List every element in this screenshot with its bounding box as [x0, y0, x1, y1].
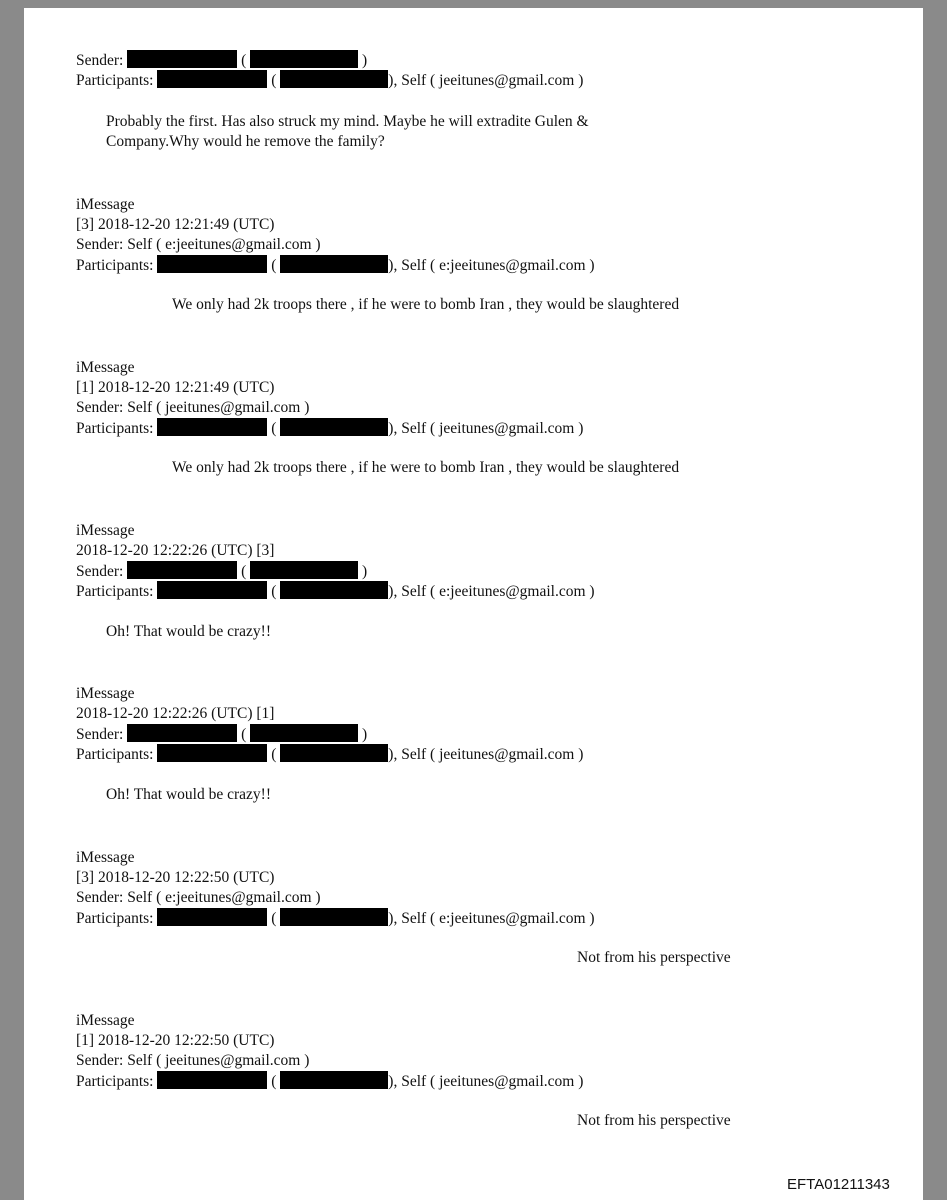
message-body: We only had 2k troops there , if he were to bomb Iran , they would be slaughtered	[172, 296, 680, 313]
participants-line: Participants: ( ), Self ( jeeitunes@gmail.com )	[76, 1073, 584, 1090]
redaction-bar	[280, 418, 388, 436]
redaction-bar	[127, 50, 237, 68]
message-type: iMessage	[76, 685, 135, 702]
message-timestamp: [1] 2018-12-20 12:21:49 (UTC)	[76, 379, 275, 396]
redaction-bar	[280, 908, 388, 926]
redaction-bar	[280, 581, 388, 599]
message-type: iMessage	[76, 359, 135, 376]
document-id: EFTA01211343	[787, 1176, 890, 1193]
participants-line: Participants: ( ), Self ( jeeitunes@gmail.com )	[76, 746, 584, 763]
redaction-bar	[127, 724, 237, 742]
redaction-bar	[157, 255, 267, 273]
sender-line: Sender: Self ( jeeitunes@gmail.com )	[76, 1052, 310, 1069]
message-timestamp: 2018-12-20 12:22:26 (UTC) [1]	[76, 705, 275, 722]
participants-line: Participants: ( ), Self ( jeeitunes@gmail.com )	[76, 420, 584, 437]
redaction-bar	[127, 561, 237, 579]
sender-line: Sender: ( )	[76, 726, 368, 743]
redaction-bar	[157, 70, 267, 88]
sender-line: Sender: Self ( jeeitunes@gmail.com )	[76, 399, 310, 416]
sender-line: Sender: ( )	[76, 52, 368, 69]
message-type: iMessage	[76, 1012, 135, 1029]
message-body: We only had 2k troops there , if he were to bomb Iran , they would be slaughtered	[172, 459, 680, 476]
message-timestamp: 2018-12-20 12:22:26 (UTC) [3]	[76, 542, 275, 559]
message-timestamp: [1] 2018-12-20 12:22:50 (UTC)	[76, 1032, 275, 1049]
redaction-bar	[157, 418, 267, 436]
message-type: iMessage	[76, 849, 135, 866]
redaction-bar	[157, 1071, 267, 1089]
redaction-bar	[157, 744, 267, 762]
redaction-bar	[280, 255, 388, 273]
message-body: Not from his perspective	[577, 1112, 731, 1129]
participants-line: Participants: ( ), Self ( e:jeeitunes@gmail.com )	[76, 910, 595, 927]
redaction-bar	[250, 50, 358, 68]
message-body: Not from his perspective	[577, 949, 731, 966]
message-type: iMessage	[76, 196, 135, 213]
document-page	[24, 8, 923, 1200]
message-timestamp: [3] 2018-12-20 12:22:50 (UTC)	[76, 869, 275, 886]
participants-line: Participants: ( ), Self ( e:jeeitunes@gmail.com )	[76, 257, 595, 274]
redaction-bar	[280, 70, 388, 88]
message-timestamp: [3] 2018-12-20 12:21:49 (UTC)	[76, 216, 275, 233]
redaction-bar	[280, 744, 388, 762]
message-body: Oh! That would be crazy!!	[106, 786, 271, 803]
sender-line: Sender: ( )	[76, 563, 368, 580]
redaction-bar	[250, 724, 358, 742]
participants-line: Participants: ( ), Self ( e:jeeitunes@gmail.com )	[76, 583, 595, 600]
message-body: Probably the first. Has also struck my mind. Maybe he will extradite Gulen &	[106, 113, 589, 130]
redaction-bar	[157, 908, 267, 926]
message-type: iMessage	[76, 522, 135, 539]
participants-line: Participants: ( ), Self ( jeeitunes@gmail.com )	[76, 72, 584, 89]
redaction-bar	[157, 581, 267, 599]
redaction-bar	[250, 561, 358, 579]
redaction-bar	[280, 1071, 388, 1089]
sender-line: Sender: Self ( e:jeeitunes@gmail.com )	[76, 889, 321, 906]
sender-line: Sender: Self ( e:jeeitunes@gmail.com )	[76, 236, 321, 253]
message-body: Company.Why would he remove the family?	[106, 133, 385, 150]
message-body: Oh! That would be crazy!!	[106, 623, 271, 640]
